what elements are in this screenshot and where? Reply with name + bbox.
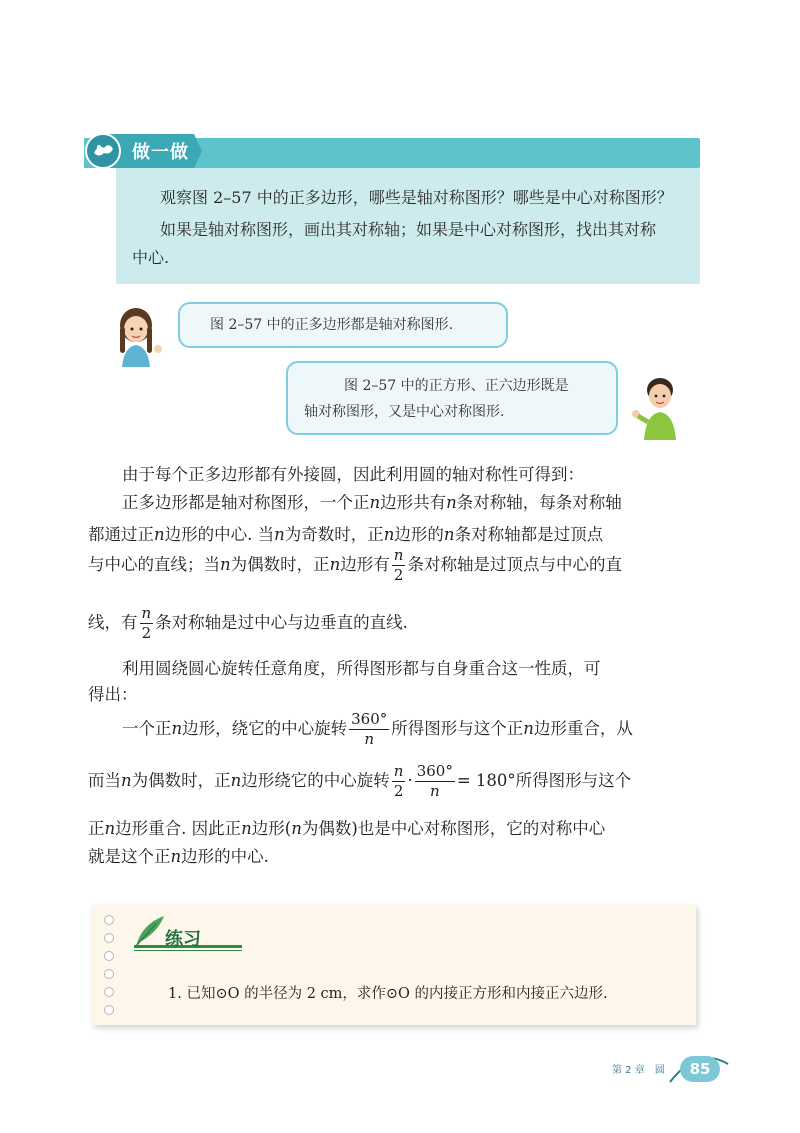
body-paragraph-3-line-2: 得出：	[88, 685, 138, 704]
practice-exercise-1: 1. 已知⊙O 的半径为 2 cm，求作⊙O 的内接正方形和内接正六边形.	[168, 986, 608, 1002]
section-title: 做一做	[132, 142, 189, 163]
practice-title: 练习	[165, 929, 201, 950]
body-paragraph-2-line-4: 线，有 $\frac{n}{2}$ 条对称轴是过中心与边垂直的直线.	[88, 604, 408, 642]
binder-ring-icon	[104, 1005, 114, 1015]
section-line-1: 观察图 2–57 中的正多边形，哪些是轴对称图形？哪些是中心对称图形？	[160, 188, 673, 207]
body-paragraph-4-line-3: 正n边形重合. 因此正n边形(n为偶数)也是中心对称图形，它的对称中心	[88, 819, 606, 838]
section-line-2: 如果是轴对称图形，画出其对称轴；如果是中心对称图形，找出其对称	[160, 220, 657, 239]
section-line-3: 中心.	[132, 248, 170, 267]
footer-chapter: 第 2 章 圆	[612, 1065, 665, 1076]
fraction-360-over-n: $\frac{360^\circ}{n}$	[351, 710, 388, 748]
fraction-n-over-2: $\frac{n}{2}$	[393, 762, 404, 800]
feather-icon	[132, 914, 166, 948]
fraction-n-over-2: $\frac{n}{2}$	[141, 604, 152, 642]
speech-bubble-1-text: 图 2–57 中的正多边形都是轴对称图形.	[210, 317, 454, 333]
binder-ring-icon	[104, 969, 114, 979]
binder-ring-icon	[104, 933, 114, 943]
fraction-n-over-2: $\frac{n}{2}$	[393, 546, 404, 584]
speech-bubble-2-line-1: 图 2–57 中的正方形、正六边形既是	[344, 378, 569, 394]
binder-ring-icon	[104, 987, 114, 997]
body-paragraph-4-line-4: 就是这个正n边形的中心.	[88, 847, 269, 866]
body-paragraph-2-line-1: 正多边形都是轴对称图形，一个正n边形共有n条对称轴，每条对称轴	[122, 493, 622, 512]
body-paragraph-2-line-2: 都通过正n边形的中心. 当n为奇数时，正n边形的n条对称轴都是过顶点	[88, 525, 604, 544]
body-paragraph-3-line-1: 利用圆绕圆心旋转任意角度，所得图形都与自身重合这一性质，可	[122, 659, 601, 678]
practice-card	[92, 905, 696, 1025]
boy-character-icon	[626, 372, 688, 440]
body-paragraph-1: 由于每个正多边形都有外接圆，因此利用圆的轴对称性可得到：	[122, 465, 584, 484]
fraction-360-over-n: $\frac{360^\circ}{n}$	[416, 762, 453, 800]
girl-character-icon	[108, 305, 170, 367]
binder-ring-icon	[104, 915, 114, 925]
body-paragraph-4-line-1: 一个正n边形，绕它的中心旋转 $\frac{360^\circ}{n}$ 所得图形与这个正n边形重合，从	[122, 710, 633, 748]
body-paragraph-2-line-3: 与中心的直线；当n为偶数时，正n边形有 $\frac{n}{2}$ 条对称轴是过顶点与中心的直	[88, 546, 622, 584]
binder-ring-icon	[104, 951, 114, 961]
body-paragraph-4-line-2: 而当n为偶数时，正n边形绕它的中心旋转 $\frac{n}{2}$ · $\frac{360^\circ}{n}$ = 180°所得图形与这个	[88, 762, 632, 800]
page-number: 85	[680, 1056, 720, 1082]
speech-bubble-2-line-2: 轴对称图形，又是中心对称图形.	[304, 404, 505, 420]
